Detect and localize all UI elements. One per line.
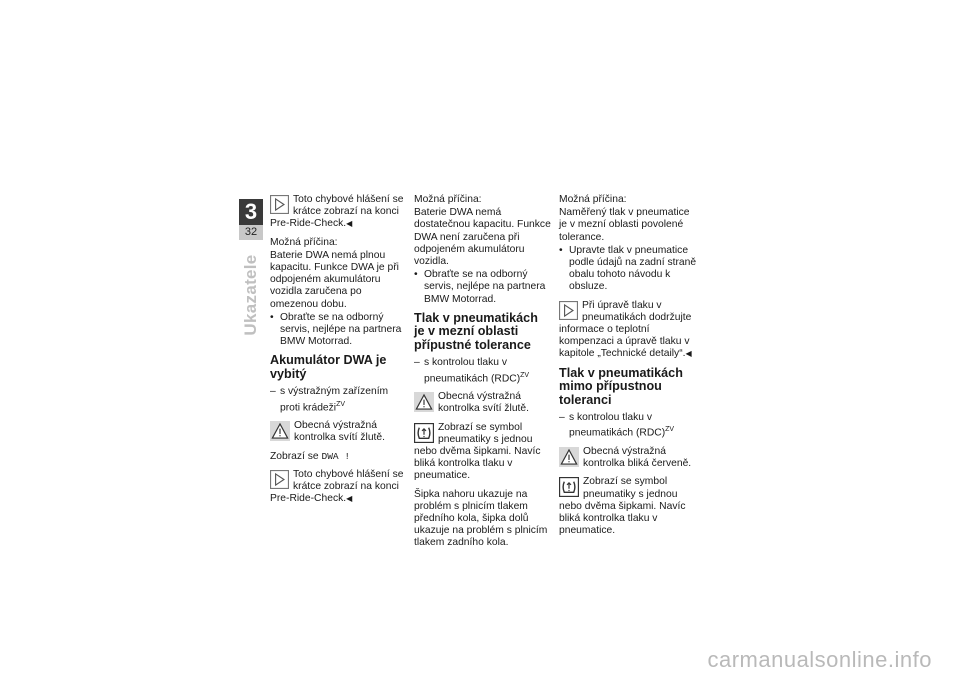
column-3 — [559, 194, 699, 543]
warning-block — [559, 446, 699, 470]
warning-text: Obecná výstražná kontrolka svítí žlutě. — [438, 391, 529, 415]
note-text: Toto chybové hlášení se krátce zobrazí na konci Pre-Ride-Check. — [270, 468, 404, 505]
bullet-list — [414, 269, 551, 306]
chapter-number: 3 — [239, 199, 263, 225]
column-2 — [414, 194, 551, 556]
end-mark-icon: ◀ — [685, 349, 692, 359]
dash-list — [270, 386, 406, 414]
note-block-2 — [270, 469, 406, 506]
warning-text: Obecná výstražná kontrolka svítí žlutě. — [294, 420, 385, 444]
bullet-item: • Obraťte se na odborný servis, nejlépe na partnera BMW Motorrad. — [270, 312, 406, 349]
page-number: 32 — [239, 225, 263, 240]
tire-block — [414, 422, 551, 483]
tire-text: Zobrazí se symbol pneumatiky s jednou nebo dvěma šipkami. Navíc bliká kontrolka tlaku v pneumatice. — [414, 421, 541, 482]
note-block — [559, 300, 699, 361]
dash-item: – s kontrolou tlaku v pneumatikách (RDC)$^{ZV}$ — [559, 412, 699, 440]
end-mark-icon: ◀ — [346, 219, 353, 229]
play-note-icon — [270, 195, 289, 214]
cause-label: Možná příčina: — [270, 236, 338, 248]
end-mark-icon: ◀ — [346, 494, 353, 504]
section-heading: Tlak v pneumatikách je v mezní oblasti přípustné tolerance — [414, 310, 538, 352]
section-heading: Akumulátor DWA je vybitý — [270, 353, 387, 381]
dash-list — [559, 412, 699, 440]
warning-text: Obecná výstražná kontrolka bliká červeně. — [583, 445, 692, 470]
tire-block — [559, 476, 699, 537]
tire-pressure-icon — [414, 423, 434, 443]
display-line: Zobrazí se DWA ! — [270, 450, 351, 462]
note-block — [270, 194, 406, 231]
watermark: carmanualsonline.info — [707, 647, 932, 672]
cause-label: Možná příčina: — [414, 194, 482, 205]
cause-text: Baterie DWA nemá dostatečnou kapacitu. Funkce DWA není zaručena při odpojeném akumulátoru vozidla. — [414, 207, 551, 268]
cause-label: Možná příčina: — [559, 194, 627, 205]
warning-triangle-icon — [414, 392, 434, 412]
tire-text: Zobrazí se symbol pneumatiky s jednou nebo dvěma šipkami. Navíc bliká kontrolka tlaku v pneumatice. — [559, 476, 686, 537]
note-text: Toto chybové hlášení se krátce zobrazí na konci Pre-Ride-Check. — [270, 194, 404, 230]
column-1 — [270, 194, 406, 511]
arrow-explanation: Šipka nahoru ukazuje na problém s plnicím tlakem předního kola, šipka dolů ukazuje na problém s plnicím tlakem zadního kola. — [414, 488, 548, 549]
chapter-side-title — [238, 250, 264, 340]
warning-triangle-icon — [270, 421, 290, 441]
bullet-item: • Obraťte se na odborný servis, nejlépe na partnera BMW Motorrad. — [414, 269, 551, 306]
bullet-list — [559, 245, 699, 294]
warning-triangle-icon — [559, 447, 579, 467]
chapter-title-text: Ukazatele — [241, 254, 260, 336]
bullet-list — [270, 312, 406, 349]
play-note-icon — [559, 301, 578, 320]
note-text: Při úpravě tlaku v pneumatikách dodržujte informace o teplotní kompenzaci a úpravě tlaku v kapitole „Technické detaily“. — [559, 299, 692, 360]
play-note-icon — [270, 470, 289, 489]
dash-item: – s výstražným zařízením proti krádeži$^{ZV}$ — [270, 386, 406, 414]
display-code: DWA ! — [321, 450, 351, 462]
tire-pressure-icon — [559, 477, 579, 497]
cause-text: Naměřený tlak v pneumatice je v mezní oblasti povolené tolerance. — [559, 207, 690, 243]
warning-block — [414, 391, 551, 415]
dash-list — [414, 357, 551, 385]
section-heading: Tlak v pneumatikách mimo přípustnou toleranci — [559, 365, 683, 407]
warning-block — [270, 420, 406, 444]
cause-text: Baterie DWA nemá plnou kapacitu. Funkce DWA je při odpojeném akumulátoru vozidla zaručena po omezenou dobu. — [270, 249, 399, 310]
bullet-item: • Upravte tlak v pneumatice podle údajů na zadní straně obalu tohoto návodu k obsluze. — [559, 245, 699, 294]
dash-item: – s kontrolou tlaku v pneumatikách (RDC)$^{ZV}$ — [414, 357, 551, 385]
